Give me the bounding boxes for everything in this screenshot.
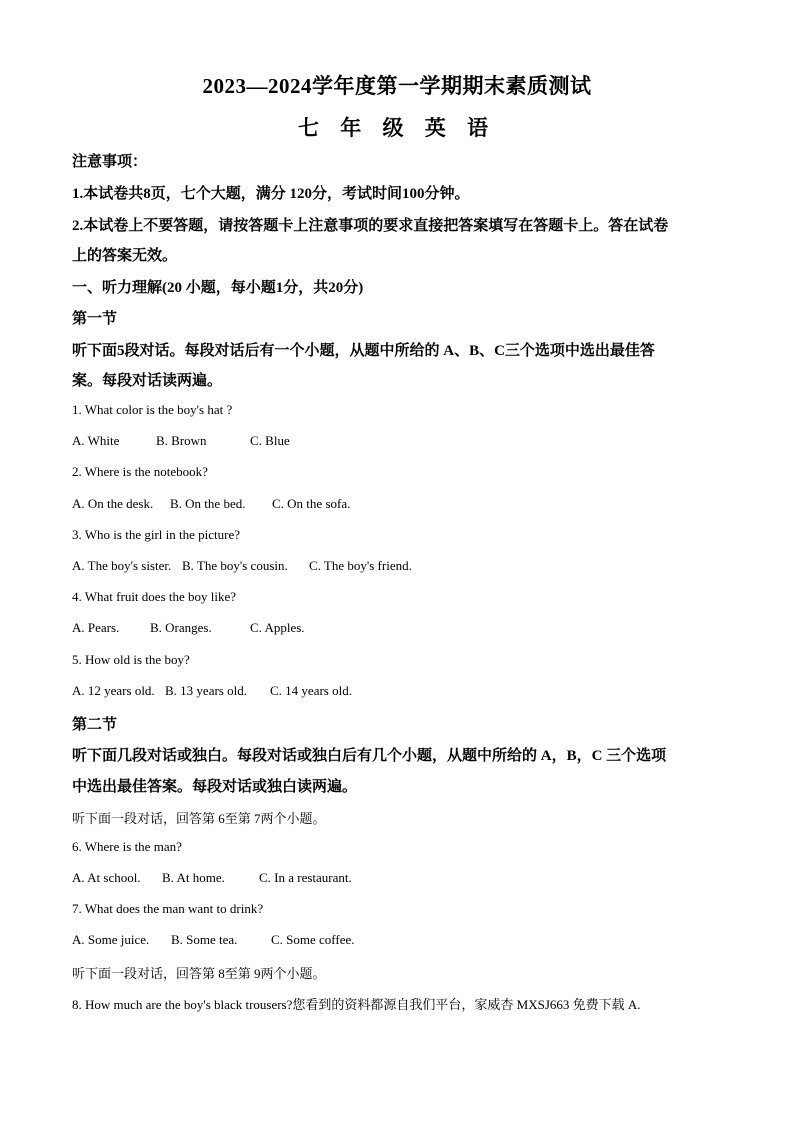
option-6c: C. In a restaurant. xyxy=(259,870,352,885)
option-4a: A. Pears. xyxy=(72,620,120,635)
option-5c: C. 14 years old. xyxy=(270,683,352,698)
option-5b: B. 13 years old. xyxy=(165,683,247,698)
question-6: 6. Where is the man? xyxy=(72,839,182,854)
option-2a: A. On the desk. xyxy=(72,496,154,511)
part-1-heading: 第一节 xyxy=(72,311,118,327)
note-2-line-2: 上的答案无效。 xyxy=(72,248,178,264)
part-2-heading: 第二节 xyxy=(72,717,118,733)
exam-subtitle: 七 年 级 英 语 xyxy=(298,116,496,140)
question-1: 1. What color is the boy's hat ? xyxy=(72,402,233,417)
option-2b: B. On the bed. xyxy=(170,496,246,511)
option-6b: B. At home. xyxy=(162,870,225,885)
note-2-line-1: 2.本试卷上不要答题，请按答题卡上注意事项的要求直接把答案填写在答题卡上。答在试卷 xyxy=(72,218,669,234)
option-3b: B. The boy's cousin. xyxy=(182,558,288,573)
option-6a: A. At school. xyxy=(72,870,141,885)
section-1-heading: 一、听力理解(20 小题，每小题1分，共20分) xyxy=(72,280,364,296)
part-2-instruction-line-1: 听下面几段对话或独白。每段对话或独白后有几个小题，从题中所给的 A，B，C 三个选项 xyxy=(72,748,667,764)
option-7c: C. Some coffee. xyxy=(271,932,355,947)
option-3a: A. The boy's sister. xyxy=(72,558,172,573)
part-1-instruction-line-2: 案。每段对话读两遍。 xyxy=(72,373,223,389)
part-1-instruction-line-1: 听下面5段对话。每段对话后有一个小题，从题中所给的 A、B、C三个选项中选出最佳答 xyxy=(72,343,655,359)
question-5: 5. How old is the boy? xyxy=(72,652,190,667)
option-1a: A. White xyxy=(72,433,120,448)
option-7b: B. Some tea. xyxy=(171,932,238,947)
question-7: 7. What does the man want to drink? xyxy=(72,901,264,916)
option-4c: C. Apples. xyxy=(250,620,305,635)
question-4: 4. What fruit does the boy like? xyxy=(72,589,237,604)
option-4b: B. Oranges. xyxy=(150,620,212,635)
question-8: 8. How much are the boy's black trousers?您看到的资料都源自我们平台，家威杏 MXSJ663 免费下载 A. xyxy=(72,997,641,1012)
note-1: 1.本试卷共8页，七个大题，满分 120分，考试时间100分钟。 xyxy=(72,186,470,202)
exam-title: 2023—2024学年度第一学期期末素质测试 xyxy=(202,74,592,98)
group-1-instruction: 听下面一段对话，回答第 6至第 7两个小题。 xyxy=(72,811,326,826)
option-1c: C. Blue xyxy=(250,433,290,448)
group-2-instruction: 听下面一段对话，回答第 8至第 9两个小题。 xyxy=(72,966,326,981)
option-7a: A. Some juice. xyxy=(72,932,150,947)
option-1b: B. Brown xyxy=(156,433,207,448)
question-3: 3. Who is the girl in the picture? xyxy=(72,527,240,542)
part-2-instruction-line-2: 中选出最佳答案。每段对话或独白读两遍。 xyxy=(72,779,358,795)
question-2: 2. Where is the notebook? xyxy=(72,464,208,479)
option-3c: C. The boy's friend. xyxy=(309,558,412,573)
option-5a: A. 12 years old. xyxy=(72,683,155,698)
option-2c: C. On the sofa. xyxy=(272,496,351,511)
notes-heading: 注意事项： xyxy=(72,154,148,170)
